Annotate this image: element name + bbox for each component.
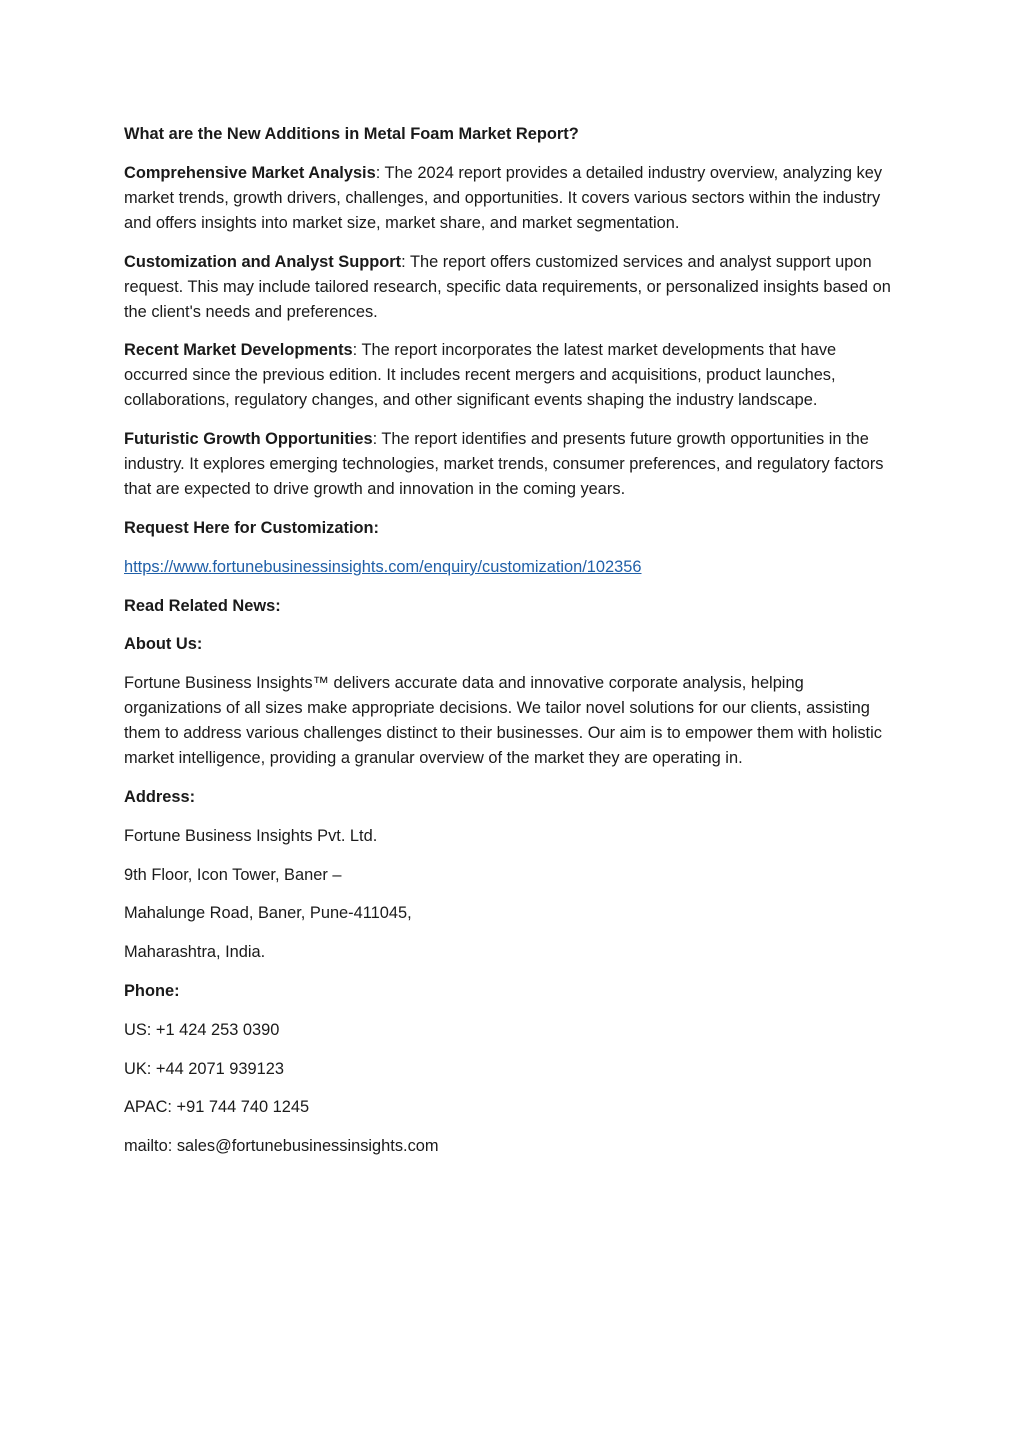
phone-line-us: US: +1 424 253 0390 — [124, 1020, 280, 1039]
related-news-heading: Read Related News: — [124, 596, 281, 615]
phone-line-uk: UK: +44 2071 939123 — [124, 1059, 284, 1078]
request-customization-heading: Request Here for Customization: — [124, 518, 379, 537]
report-additions-heading: What are the New Additions in Metal Foam Market Report? — [124, 125, 579, 143]
phone-heading: Phone: — [124, 981, 180, 1000]
about-us-text: Fortune Business Insights™ delivers accurate data and innovative corporate analysis, helping organizations of all sizes make appropriate decisions. We tailor novel solutions for our clients, assisting them to address various challenges distinct to their businesses. Our aim is to empower them with holistic market intelligence, providing a granular overview of the market they are operating in. — [124, 674, 882, 768]
section-text: : The report incorporates the latest market developments that have occurred since the previous edition. It includes recent mergers and acquisitions, product launches, collaborations, regulatory changes, and other significant events shaping the industry landscape. — [124, 341, 837, 410]
document-page — [124, 122, 904, 1173]
section-text: : The report offers customized services and analyst support upon request. This may include tailored research, specific data requirements, or personalized insights based on the client's needs and preferences. — [124, 252, 891, 321]
section-title: Recent Market Developments — [124, 341, 353, 360]
phone-line-apac: APAC: +91 744 740 1245 — [124, 1098, 310, 1117]
section-customization-support — [124, 250, 904, 325]
section-text: : The 2024 report provides a detailed industry overview, analyzing key market trends, growth drivers, challenges, and opportunities. It covers various sectors within the industry and offers insights into market size, market share, and market segmentation. — [124, 163, 883, 232]
email-line: mailto: sales@fortunebusinessinsights.com — [124, 1137, 439, 1156]
address-line: 9th Floor, Icon Tower, Baner – — [124, 865, 342, 884]
section-text: : The report identifies and presents future growth opportunities in the industry. It explores emerging technologies, market trends, consumer preferences, and regulatory factors that are expected to drive growth and innovation in the coming years. — [124, 430, 884, 499]
address-line: Fortune Business Insights Pvt. Ltd. — [124, 826, 378, 845]
section-recent-developments — [124, 338, 904, 413]
section-title: Comprehensive Market Analysis — [124, 163, 376, 182]
section-market-analysis — [124, 161, 904, 236]
address-heading: Address: — [124, 787, 196, 806]
about-us-heading: About Us: — [124, 635, 203, 654]
customization-link[interactable]: https://www.fortunebusinessinsights.com/enquiry/customization/102356 — [124, 557, 642, 576]
section-title: Customization and Analyst Support — [124, 252, 402, 271]
customization-link-paragraph — [124, 555, 904, 580]
address-line: Maharashtra, India. — [124, 943, 266, 962]
section-title: Futuristic Growth Opportunities — [124, 430, 373, 449]
address-line: Mahalunge Road, Baner, Pune-411045, — [124, 904, 412, 923]
section-growth-opportunities — [124, 427, 904, 502]
